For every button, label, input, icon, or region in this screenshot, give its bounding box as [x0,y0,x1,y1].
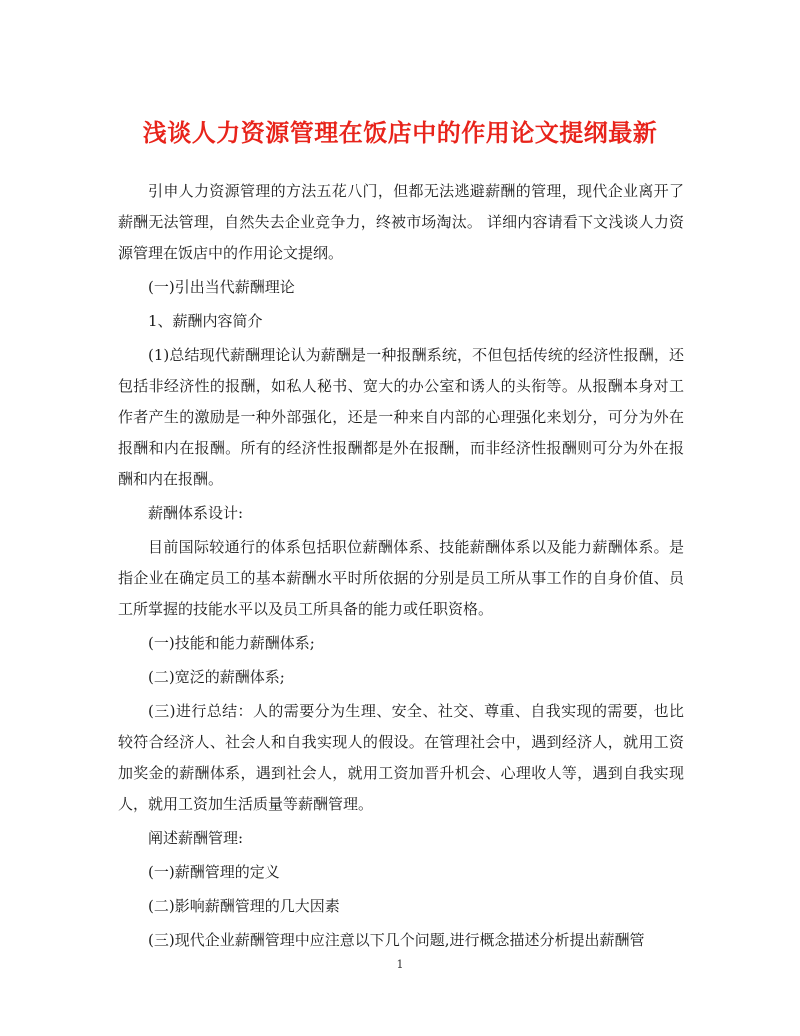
paragraph: 1、薪酬内容简介 [148,312,263,330]
page-title: 浅谈人力资源管理在饭店中的作用论文提纲最新 [142,118,658,147]
page-number: 1 [396,958,404,971]
paragraph: (三)进行总结：人的需要分为生理、安全、社交、尊重、自我实现的需要，也比较符合经济人、社会人和自我实现人的假设。在管理社会中，遇到经济人，就用工资加奖金的薪酬体系，遇到社会人，就用工资加晋升机会、心理收人等，遇到自我实现人，就用工资加生活质量等薪酬管理。 [118,702,684,813]
paragraph: (三)现代企业薪酬管理中应注意以下几个问题,进行概念描述分析提出薪酬管 [148,931,645,949]
document-body [118,176,684,956]
paragraph: 阐述薪酬管理: [148,829,244,847]
paragraph: 引申人力资源管理的方法五花八门，但都无法逃避薪酬的管理，现代企业离开了薪酬无法管理，自然失去企业竞争力，终被市场淘汰。 详细内容请看下文浅谈人力资源管理在饭店中的作用论文提纲。 [118,182,684,262]
paragraph: (二)宽泛的薪酬体系; [148,668,285,686]
paragraph: (一)薪酬管理的定义 [148,863,280,881]
paragraph: (一)技能和能力薪酬体系; [148,634,315,652]
paragraph: (二)影响薪酬管理的几大因素 [148,897,340,915]
paragraph: 薪酬体系设计: [148,504,244,522]
paragraph: 目前国际较通行的体系包括职位薪酬体系、技能薪酬体系以及能力薪酬体系。是指企业在确定员工的基本薪酬水平时所依据的分别是员工所从事工作的自身价值、员工所掌握的技能水平以及员工所具备的能力或任职资格。 [118,538,684,618]
paragraph: (一)引出当代薪酬理论 [148,278,295,296]
paragraph: (1)总结现代薪酬理论认为薪酬是一种报酬系统，不但包括传统的经济性报酬，还包括非经济性的报酬，如私人秘书、宽大的办公室和诱人的头衔等。从报酬本身对工作者产生的激励是一种外部强化，还是一种来自内部的心理强化来划分，可分为外在报酬和内在报酬。所有的经济性报酬都是外在报酬，而非经济性报酬则可分为外在报酬和内在报酬。 [118,346,684,488]
